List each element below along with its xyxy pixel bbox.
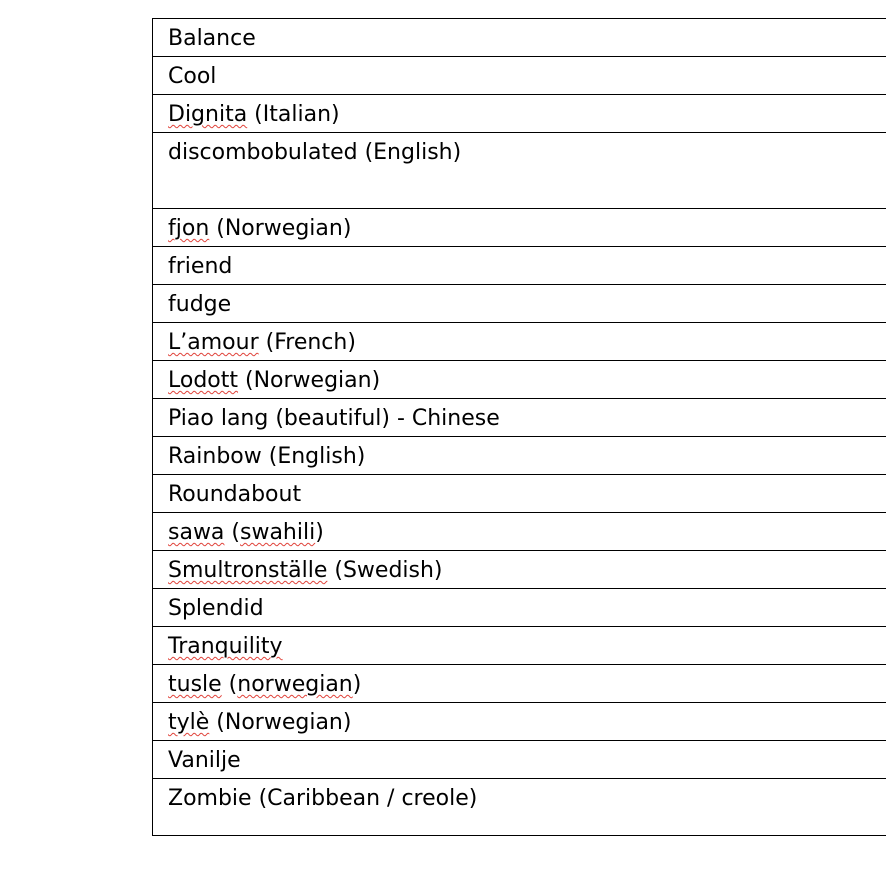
misspelled-word[interactable]: Smultronställe	[168, 558, 328, 583]
table-row	[153, 19, 886, 57]
table-row	[153, 399, 886, 437]
cell-text: fudge	[168, 292, 232, 317]
misspelled-word[interactable]: fjon	[168, 216, 210, 241]
misspelled-word[interactable]: Tranquility	[168, 634, 283, 659]
cell-text: discombobulated (English)	[168, 140, 462, 165]
table-row	[153, 361, 886, 399]
misspelled-word[interactable]: sawa	[168, 520, 225, 545]
misspelled-word[interactable]: swahili	[240, 520, 316, 545]
table-row	[153, 741, 886, 779]
cell-text: Roundabout	[168, 482, 302, 507]
cell-text: Piao lang (beautiful) - Chinese	[168, 406, 500, 431]
misspelled-word[interactable]: Lodott	[168, 368, 239, 393]
table-row	[153, 703, 886, 741]
misspelled-word[interactable]: norwegian	[237, 672, 353, 697]
table-row	[153, 513, 886, 551]
cell-text: Rainbow (English)	[168, 444, 366, 469]
cell-text: Vanilje	[168, 748, 241, 773]
table-row	[153, 133, 886, 209]
table-row	[153, 779, 886, 836]
table-row	[153, 323, 886, 361]
cell-text: )	[352, 672, 362, 697]
cell-text: (	[224, 520, 240, 545]
cell-text: (	[221, 672, 238, 697]
cell-text: Balance	[168, 26, 256, 51]
cell-text: (Swedish)	[327, 558, 443, 583]
cell-text: (Norwegian)	[209, 216, 352, 241]
cell-text: )	[315, 520, 324, 545]
cell-text: (French)	[258, 330, 356, 355]
cell-text: (Norwegian)	[238, 368, 381, 393]
misspelled-word[interactable]: Dignita	[168, 102, 248, 127]
table-row	[153, 551, 886, 589]
cell-text: friend	[168, 254, 233, 279]
table-row	[153, 95, 886, 133]
table-row	[153, 285, 886, 323]
table-row	[153, 437, 886, 475]
table-row	[153, 475, 886, 513]
table-row	[153, 665, 886, 703]
cell-text: (Norwegian)	[209, 710, 352, 735]
cell-text: Cool	[168, 64, 217, 89]
cell-text: Zombie (Caribbean / creole)	[168, 786, 478, 811]
cell-text: (Italian)	[247, 102, 340, 127]
word-list-table	[152, 18, 886, 836]
cell-text: Splendid	[168, 596, 264, 621]
table-row	[153, 589, 886, 627]
table-row	[153, 627, 886, 665]
misspelled-word[interactable]: tusle	[168, 672, 222, 697]
misspelled-word[interactable]: tylè	[168, 710, 210, 735]
table-row	[153, 247, 886, 285]
misspelled-word[interactable]: L’amour	[168, 330, 259, 355]
table-row	[153, 57, 886, 95]
table-row	[153, 209, 886, 247]
